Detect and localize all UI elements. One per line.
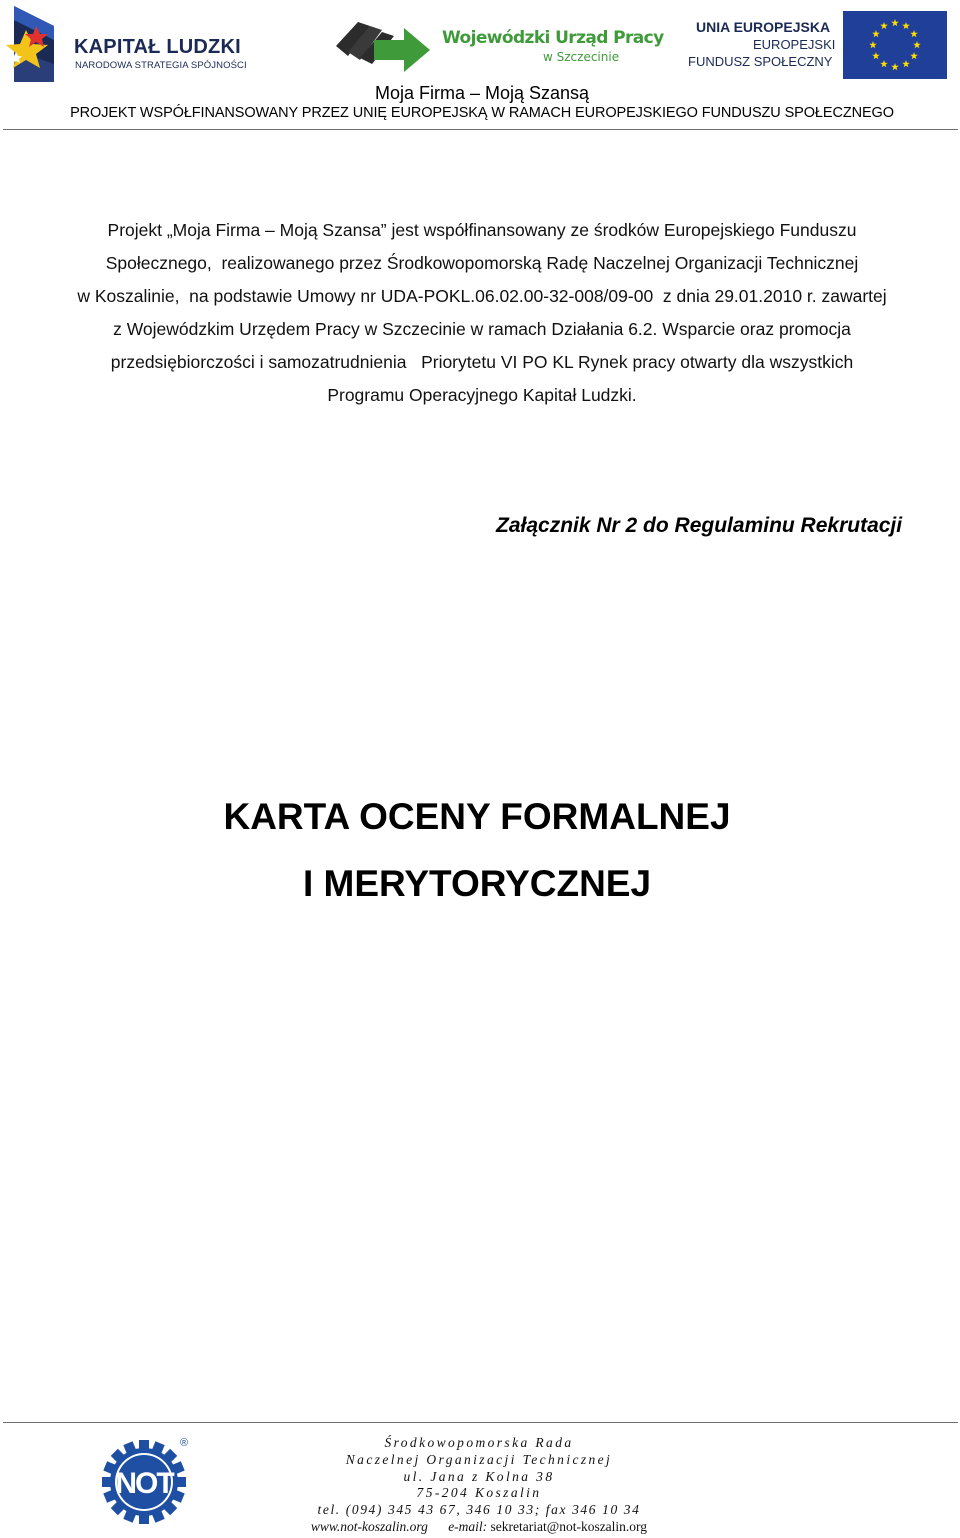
- wup-arrow-icon: [334, 16, 430, 74]
- document-title-line-2: I MERYTORYCZNEJ: [302, 863, 652, 904]
- paragraph-line: z Wojewódzkim Urzędem Pracy w Szczecinie w ramach Działania 6.2. Wsparcie oraz promocja: [113, 319, 851, 339]
- attachment-label: Załącznik Nr 2 do Regulaminu Rekrutacji: [496, 514, 903, 537]
- document-title: [0, 783, 954, 917]
- wup-title: Wojewódzki Urząd Pracy: [442, 28, 664, 48]
- project-name: Moja Firma – Moją Szansą: [374, 83, 590, 103]
- footer-org-line-1: Środkowopomorska Rada: [384, 1435, 574, 1450]
- website-link[interactable]: www.not-koszalin.org: [310, 1518, 428, 1534]
- wup-subtitle: w Szczecinie: [543, 50, 620, 64]
- footer-address: [236, 1435, 722, 1536]
- paragraph-line: Projekt „Moja Firma – Moją Szansa” jest współfinansowany ze środków Europejskiego Funduszu: [107, 220, 857, 240]
- kapital-ludzki-star-icon: [6, 6, 64, 82]
- eu-line-1: UNIA EUROPEJSKA: [696, 19, 831, 35]
- eu-flag-icon: [843, 11, 947, 79]
- kapital-ludzki-logo: [6, 6, 256, 82]
- footer-org-line-2: Naczelnej Organizacji Technicznej: [345, 1451, 613, 1467]
- footer-divider: [3, 1422, 958, 1423]
- paragraph-line: Programu Operacyjnego Kapitał Ludzki.: [327, 385, 637, 405]
- kapital-ludzki-title: KAPITAŁ LUDZKI: [74, 36, 241, 58]
- eu-logo: [686, 10, 950, 82]
- eu-line-3: FUNDUSZ SPOŁECZNY: [688, 54, 833, 69]
- footer-phone: tel. (094) 345 43 67, 346 10 33; fax 346 10 34: [317, 1502, 641, 1518]
- footer-contact: [236, 1519, 722, 1536]
- header-divider: [3, 129, 958, 130]
- not-logo-text: NOT: [115, 1467, 173, 1500]
- paragraph-line: Społecznego, realizowanego przez Środkowopomorską Radę Naczelnej Organizacji Technicznej: [105, 253, 859, 273]
- email-label: e-mail:: [448, 1518, 488, 1534]
- eu-line-2: EUROPEJSKI: [753, 37, 836, 52]
- cofinancing-statement: PROJEKT WSPÓŁFINANSOWANY PRZEZ UNIĘ EUROPEJSKĄ W RAMACH EUROPEJSKIEGO FUNDUSZU SPOŁECZNEGO: [70, 105, 894, 121]
- registered-mark: ®: [179, 1437, 189, 1449]
- footer-street: ul. Jana z Kolna 38: [403, 1468, 555, 1484]
- paragraph-line: w Koszalinie, na podstawie Umowy nr UDA-POKL.06.02.00-32-008/09-00 z dnia 29.01.2010 r. zawartej: [77, 286, 887, 306]
- not-gear-logo-icon: [98, 1432, 194, 1528]
- wup-logo: [334, 16, 664, 76]
- document-title-line-1: KARTA OCENY FORMALNEJ: [223, 796, 731, 837]
- kapital-ludzki-subtitle: NARODOWA STRATEGIA SPÓJNOŚCI: [75, 60, 247, 71]
- footer-city: 75-204 Koszalin: [416, 1485, 542, 1501]
- paragraph-line: przedsiębiorczości i samozatrudnienia Priorytetu VI PO KL Rynek pracy otwarty dla wszystkich: [110, 352, 854, 372]
- email-link[interactable]: sekretariat@not-koszalin.org: [490, 1518, 648, 1534]
- project-funding-paragraph: [30, 214, 934, 412]
